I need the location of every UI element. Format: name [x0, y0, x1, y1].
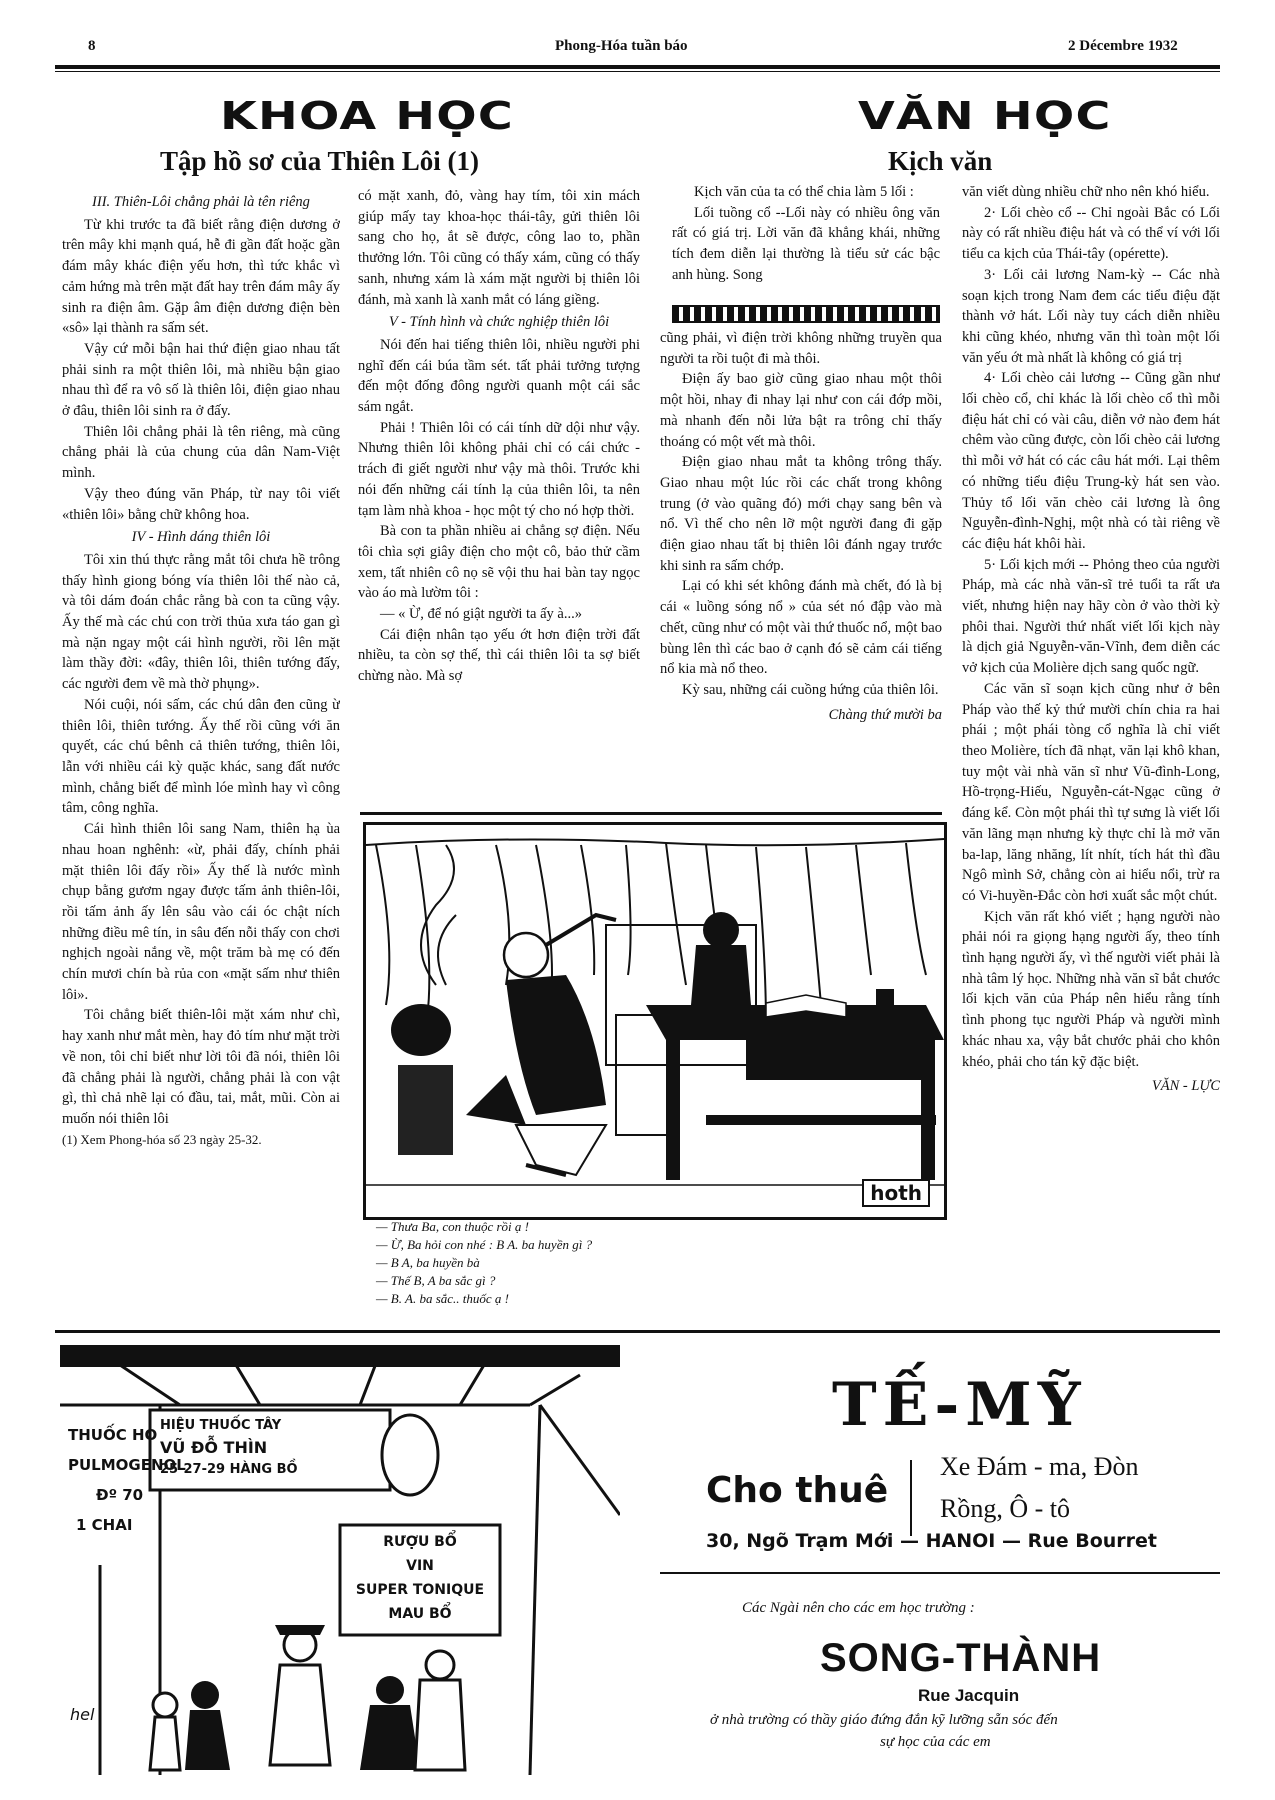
paragraph: Cái hình thiên lôi sang Nam, thiên hạ ùa nhau hoan nghênh: «ừ, phải đấy, chính phải mặt thiên lôi đấy rồi» Ấy thế là nước mình chụp bằng gươm ngay được tấm ảnh thiên-lôi, rồi tấm ảnh ấy lên sâu vào cái óc chật ních những điều mê tín, in sâu đến nỗi thấy con chơi nghịch ngoài nắng về, một trăm bà mẹ có đến chín mươi chín bà rủa con «mặt sấm như thiên lôi». — [62, 821, 340, 1003]
tonic-line-3: SUPER TONIQUE — [355, 1582, 485, 1598]
tonic-line-4: MAU BỔ — [388, 1606, 452, 1622]
cartoon-top-rule — [360, 812, 942, 815]
column-2 — [358, 186, 640, 806]
sign-line-2: PULMOGENOL — [68, 1456, 186, 1474]
subheading: IV - Hình dáng thiên lôi — [131, 529, 271, 546]
footnote: (1) Xem Phong-hóa số 23 ngày 25-32. — [62, 1131, 262, 1147]
paragraph: Tôi xin thú thực rằng mắt tôi chưa hề trông thấy hình giong bóng vía thiên lôi thế nào cả, và tôi dám đoán chắc rằng bà con ta cũng vậy. Ấy thế mà các chú con trời thủa xưa táo gan gì mà nặn ngay một cái hình người, rồi lên mặt làm thầy đời: «đây, thiên lôi, thiên tướng đấy, các người đem về mà thờ phụng». — [62, 551, 340, 693]
cartoon-illustration — [363, 822, 947, 1220]
school-description-2: sự học của các em — [880, 1734, 991, 1750]
paper-name: Phong-Hóa tuần báo — [555, 38, 688, 54]
article-title-thien-loi: Tập hồ sơ của Thiên Lôi (1) — [160, 146, 480, 176]
ads-top-rule — [55, 1330, 1220, 1333]
rent-items-line-1: Xe Đám - ma, Đòn — [940, 1452, 1139, 1481]
sign-line-1: THUỐC HO — [68, 1426, 158, 1444]
paragraph: 3· Lối cải lương Nam-kỳ -- Các nhà soạn kịch trong Nam đem các tiểu điệu đặt thành vở hát. Lối này tuy cách diễn nhiều khi cũng khéo, nhưng văn thì toàn một lối văn yếu ớt mà nhất là không có giá trị — [962, 266, 1220, 366]
sign-tonic — [345, 1530, 495, 1626]
paragraph: Điện ấy bao giờ cũng giao nhau một thôi một hồi, nhay đi nhay lại như con cái đớp mồi, mà nhanh đến nỗi lửa bật ra trông chỉ thấy thoáng có một vết mà thôi. — [660, 371, 942, 450]
cartoon-drawing — [366, 825, 944, 1217]
header-rule-thin — [55, 71, 1220, 72]
ad-separator — [660, 1572, 1220, 1574]
paragraph: — « Ừ, để nó giật người ta ấy à...» — [380, 606, 582, 623]
ad-divider — [910, 1460, 912, 1536]
column-4 — [962, 182, 1220, 1317]
paragraph: Vậy cứ mỗi bận hai thứ điện giao nhau tất phải sinh ra một thiên lôi, mà nhiều bận giao nhau thì để ra vô số là thiên lôi, điện giao nhau ở đâu, thiên lôi sinh ra ở đấy. — [62, 340, 340, 420]
tonic-line-2: VIN — [406, 1558, 434, 1574]
paragraph: Bà con ta phần nhiều ai chẳng sợ điện. Nếu tôi chìa sợi giây điện cho một cô, bảo thử cầm xem, tất nhiên cô nọ sẽ vội thu hai bàn tay ngọc vào áo mà lườm tôi : — [358, 523, 640, 602]
paragraph: cũng phải, vì điện trời không những truyền qua người ta rồi tuột đi mà thôi. — [660, 330, 942, 367]
paragraph: Nói cuội, nói sấm, các chú dân đen cũng ừ thiên lôi, thiên tướng. Ấy thế rồi cũng với ăn quyết, các chú bênh cả thiên tướng, thiên lôi, lẫn với nhiều cái kỳ quặc khác, sang đất nước mình, chẳng biết để mình lóe mình hay vì công tâm, công nghĩa. — [62, 696, 340, 817]
cho-thue-label: Cho thuê — [706, 1470, 889, 1511]
caption-line-3: — B A, ba huyền bà — [376, 1255, 480, 1270]
sign-pharmacy-banner — [160, 1415, 298, 1481]
rent-items-line-2: Rồng, Ô - tô — [940, 1494, 1070, 1523]
issue-date: 2 Décembre 1932 — [1068, 38, 1178, 54]
subheading: III. Thiên-Lôi chẳng phải là tên riêng — [92, 194, 310, 210]
banner-line-3: 25-27-29 HÀNG BỒ — [160, 1462, 298, 1477]
paragraph: Thiên lôi chẳng phải là tên riêng, mà cũng chẳng phải là của chung của dân Nam-Việt mình. — [62, 423, 340, 482]
sign-line-4: 1 CHAI — [76, 1516, 133, 1534]
paragraph: Kỳ sau, những cái cuồng hứng của thiên lôi. — [682, 681, 939, 698]
banner-line-1: HIỆU THUỐC TÂY — [160, 1418, 282, 1433]
school-street: Rue Jacquin — [918, 1686, 1020, 1705]
pharmacy-ad-illustration — [60, 1345, 620, 1775]
pharmacy-drawing — [60, 1345, 620, 1775]
paragraph: Phải ! Thiên lôi có cái tính dữ dội như vậy. Nhưng thiên lôi không phải chỉ có cái chức - trách đi giết người như vậy mà thôi. Trước khi nói đến những cái tính lạ của thiên lôi, ta nên tạm làm nhà khoa - học một tý cho nó hợp thời. — [358, 419, 640, 519]
column-3-bottom — [660, 328, 942, 808]
caption-line-1: — Thưa Ba, con thuộc rồi ạ ! — [376, 1219, 529, 1234]
banner-line-2: VŨ ĐỖ THÌN — [160, 1438, 268, 1457]
page-number: 8 — [88, 38, 96, 54]
paragraph: Lối tuồng cổ --Lối này có nhiều ông văn rất có giá trị. Lời văn đã khẳng khái, những tích đem diễn lại thường là tiểu sử các bậc anh hùng. Song — [672, 204, 940, 283]
paragraph: Lại có khi sét không đánh mà chết, đó là bị cái « luồng sóng nổ » của sét nó đập vào mà chết, cũng như có một vài thứ thuốc nổ, một bao bùng lên thì các bao ở cạnh đó sẽ cảm cái tiếng nổ kia mà nổ theo. — [660, 578, 942, 678]
school-intro: Các Ngài nên cho các em học trường : — [742, 1600, 975, 1616]
paragraph: Các văn sĩ soạn kịch cũng như ở bên Pháp vào thế kỷ thứ mười chín chia ra hai phái ; một phái tòng cổ nghĩa là chỉ viết theo Molière, tích đã nhạt, văn lại khô khan, tuy một vài nhà văn sĩ như Vũ-đình-Long, Hồ-trọng-Hiếu, Nguyễn-cát-Ngạc cũng ở đáng kể. Còn một phái thì tự sưng là viết lối văn lãng mạn nhưng kỳ thực chỉ là mở văn ba-lap, lăng nhăng, lít nhít, tích hát thì đầu Ngô mình Sở, chẳng còn ai hiểu nổi, trừ ra có Vi-huyền-Đắc còn hơi xuất sắc một chút. — [962, 680, 1220, 904]
column-3-top — [672, 182, 940, 300]
sign-line-3: Đº 70 — [96, 1486, 144, 1504]
section-heading-khoa-hoc: KHOA HỌC — [220, 94, 514, 138]
header-rule — [55, 65, 1220, 69]
paragraph: 2· Lối chèo cổ -- Chỉ ngoài Bắc có Lối này có rất nhiều điệu hát và có thể ví với lối tiểu ca kịch của Thái-tây (opérette). — [962, 204, 1220, 263]
cartoon-captions — [376, 1218, 796, 1308]
caption-line-4: — Thế B, A ba sắc gì ? — [376, 1273, 496, 1288]
paragraph: Vậy theo đúng văn Pháp, từ nay tôi viết «thiên lôi» bằng chữ không hoa. — [62, 485, 340, 523]
school-description-1: ở nhà trường có thầy giáo đứng đắn kỹ lưỡng sẵn sóc đến — [710, 1712, 1058, 1728]
caption-line-2: — Ừ, Ba hỏi con nhé : B A. ba huyền gì ? — [376, 1237, 593, 1252]
paragraph: văn viết dùng nhiều chữ nho nên khó hiểu. — [962, 184, 1210, 200]
paragraph: 4· Lối chèo cải lương -- Cũng gần như lối chèo cổ, chỉ khác là lối chèo cổ thì mỗi điệu hát chỉ có vài câu, diễn vở nào đem hát chêm vào cũng được, còn lối chèo cải lương thì mỗi vở hát có các câu hát mới. Lại thêm có những tiểu điệu Trung-kỳ hát sen vào. Thủy tổ lối văn chèo cải lương là ông Nguyễn-đình-Nghị, một nhà có tài riêng về các điệu hát khôi hài. — [962, 370, 1220, 552]
article-title-kich-van: Kịch văn — [888, 146, 993, 176]
paragraph: Nói đến hai tiếng thiên lôi, nhiều người phi nghĩ đến cái búa tầm sét. tất phải tưởng tượng đến một đống đông người quanh một cái sắc sám ngắt. — [358, 336, 640, 416]
paragraph: Tôi chẳng biết thiên-lôi mặt xám như chì, hay xanh như mắt mèn, hay đỏ tím như mặt trời về non, tôi chỉ biết như lời tôi đã nói, thiên lôi đã chẳng phải là người, chẳng phải là con vật gì, thì chả nhẽ lại có đầu, tai, mắt, mũi. Còn ai muốn nói thiên lôi — [62, 1007, 340, 1127]
paragraph: Kịch văn rất khó viết ; hạng người nào phải nói ra giọng hạng người ấy, theo tính tình hạng người ấy, vì thế người viết phải là nhà tâm lý học. Những nhà văn sĩ bắt chước lối kịch văn của Pháp nên hiểu rằng tính tình phong tục người Pháp và người mình khác nhau xa, vậy bắt chước phải cho khôn khéo, phải cho tán kỹ đặc biệt. — [962, 908, 1220, 1070]
ornamental-divider — [672, 305, 940, 323]
paragraph: có mặt xanh, đỏ, vàng hay tím, tôi xin mách giúp mấy tay khoa-học thái-tây, gửi thiên lôi sang cho họ, ắt sẽ được, công lao to, phần thưởng lớn. Tôi cũng có thấy xám, cũng có thấy sanh, nhưng xám là xám mặt người bị thiên lôi đánh, mà xanh là xanh mắt có láng giềng. — [358, 188, 640, 308]
caption-line-5: — B. A. ba sắc.. thuốc ạ ! — [376, 1291, 509, 1306]
paragraph: Kịch văn của ta có thể chia làm 5 lối : — [694, 184, 914, 200]
cartoon-signature: hoth — [862, 1179, 930, 1207]
te-my-address: 30, Ngõ Trạm Mới — HANOI — Rue Bourret — [706, 1530, 1158, 1552]
column-1 — [62, 190, 340, 1320]
te-my-brand: TẾ-MỸ — [832, 1370, 1087, 1440]
byline: VĂN - LỰC — [1151, 1078, 1220, 1095]
tonic-line-1: RƯỢU BỔ — [383, 1534, 457, 1550]
subheading: V - Tính hình và chức nghiệp thiên lôi — [388, 314, 610, 331]
paragraph: Điện giao nhau mắt ta không trông thấy. Giao nhau một lúc rồi các chất trong không trung (ở vào quãng đó) mới chạy sang bên và nổ. Vì thế cho nên lỡ một người đang đi gặp điện giao nhau tất bị thiên lôi đánh ngay trước khi sinh ra sấm chớp. — [660, 454, 942, 574]
paragraph: Cái điện nhân tạo yếu ớt hơn điện trời đất nhiều, ta còn sợ thế, thì cái thiên lôi ta sợ biết chừng nào. Mà sợ — [358, 626, 640, 685]
song-thanh-school-name: SONG-THÀNH — [820, 1636, 1102, 1680]
byline: Chàng thứ mười ba — [828, 706, 942, 723]
ad-artist-signature: hel — [70, 1705, 95, 1724]
paragraph: 5· Lối kịch mới -- Phỏng theo của người Pháp, mà các nhà văn-sĩ trẻ tuổi ta rất ưa viết, nhưng hiện nay hãy còn ở vào thời kỳ phôi thai. Người thứ nhất viết lối kịch này là dịch giả Nguyễn-văn-Vĩnh, đem diễn các vở kịch của Molière dịch sang quốc ngữ. — [962, 556, 1220, 677]
paragraph: Từ khi trước ta đã biết rằng điện dương ở trên mây khi mạnh quá, hễ đi gần đất hoặc gần đám mây khác điện yếu hơn, thì tức khắc vì cảm hứng mà trên mặt đất hay trên đám mây ấy sinh ra điện âm. Gặp âm điện dương điện bèn «sô» lại thành ra sấm sét. — [62, 216, 340, 337]
section-heading-van-hoc: VĂN HỌC — [858, 94, 1112, 138]
